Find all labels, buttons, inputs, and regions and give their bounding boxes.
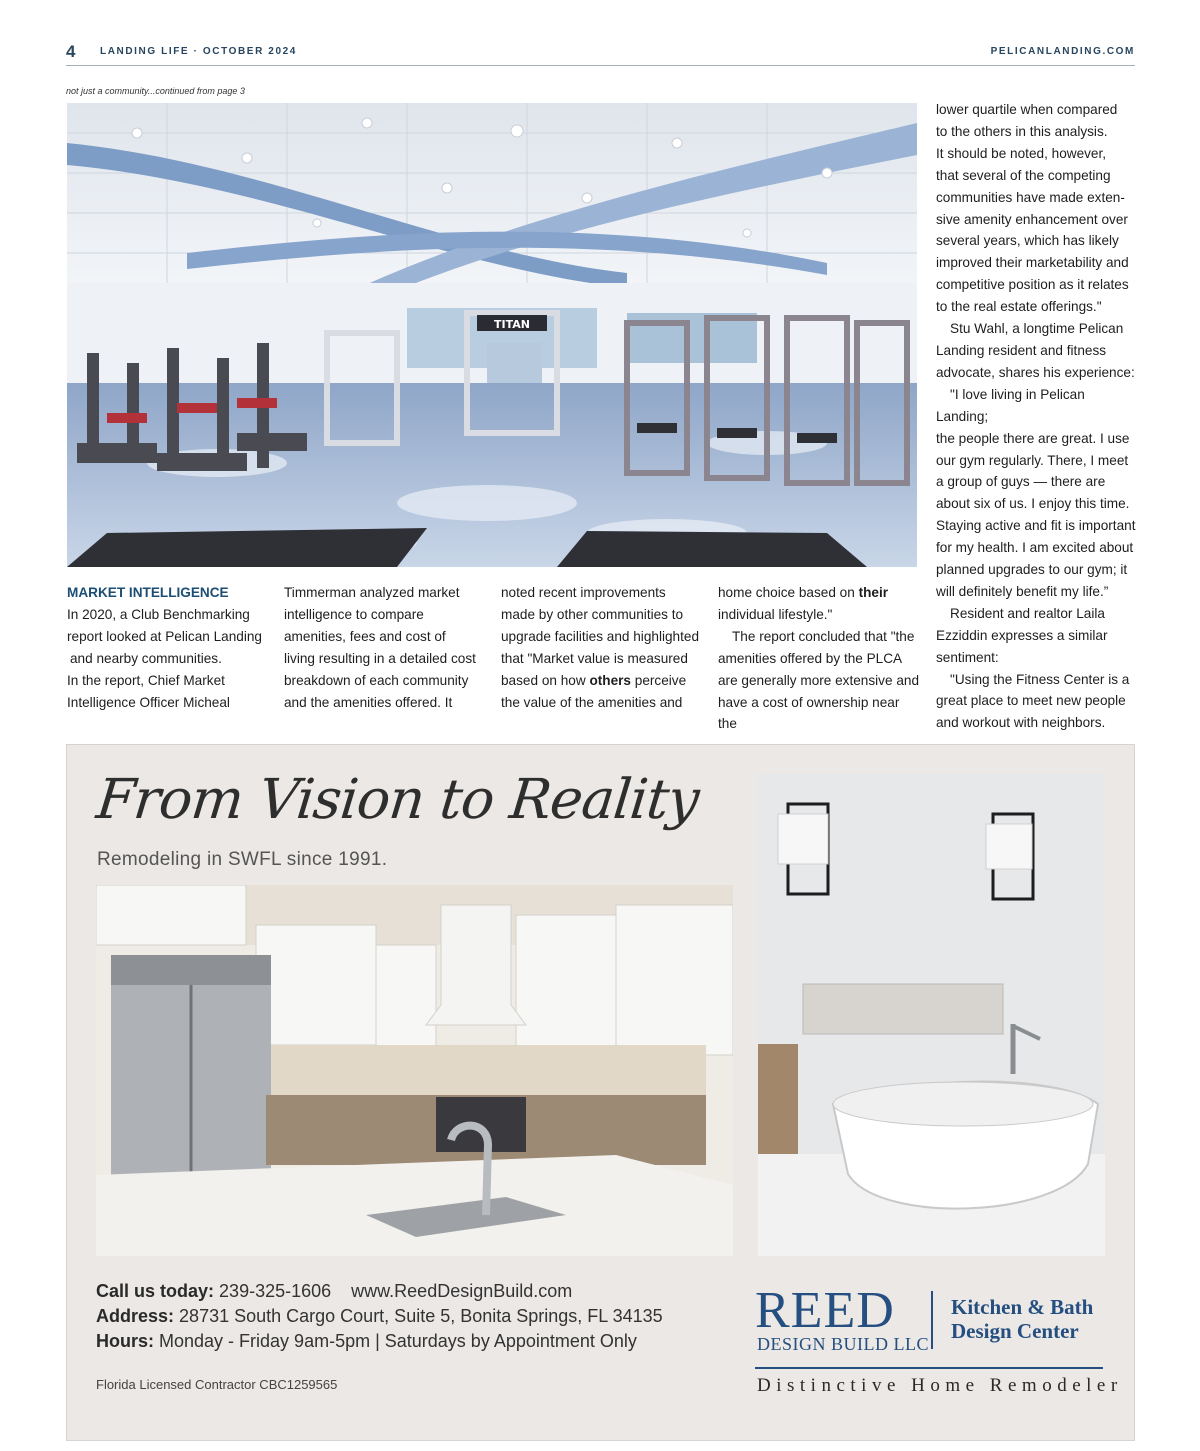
- article-line: [718, 582, 920, 604]
- article-line: individual lifestyle.": [718, 606, 833, 622]
- article-line: Intelligence Officer Micheal: [67, 694, 230, 710]
- article-line: that "Market value is measured: [501, 650, 688, 666]
- gym-photo: [67, 103, 917, 567]
- logo-tagline: Distinctive Home Remodeler: [757, 1375, 1123, 1396]
- logo-name: REED: [755, 1282, 895, 1339]
- contact-hours-line: [96, 1331, 637, 1352]
- article-line: intelligence to compare: [284, 606, 424, 622]
- article-line: noted recent improvements: [501, 585, 666, 600]
- article-line: Timmerman analyzed market: [284, 585, 460, 600]
- article-text: home choice based on: [718, 585, 859, 600]
- hours: Monday - Friday 9am-5pm | Saturdays by Appointment Only: [159, 1331, 637, 1351]
- article-text: perceive: [630, 672, 687, 688]
- article-line: are generally more extensive and: [718, 672, 919, 688]
- article-line: Landing resident and fitness: [936, 342, 1107, 358]
- article-line: Resident and realtor Laila: [950, 605, 1105, 621]
- article-line: Staying active and fit is important: [936, 518, 1136, 534]
- article-line: for my health. I am excited about: [936, 540, 1134, 556]
- article-line: amenities offered by the PLCA: [718, 650, 903, 666]
- article-line: have a cost of ownership near the: [718, 694, 900, 732]
- article-line: breakdown of each community: [284, 672, 469, 688]
- reed-logo: [755, 1282, 1123, 1425]
- article-line: planned upgrades to our gym; it: [936, 562, 1128, 578]
- continued-note: not just a community...continued from page 3: [66, 86, 245, 96]
- article-line: Stu Wahl, a longtime Pelican: [950, 321, 1124, 337]
- logo-rule: [755, 1367, 1103, 1369]
- hours-label: Hours:: [96, 1331, 154, 1351]
- page-number: 4: [66, 42, 76, 61]
- contact-phone-line: [96, 1281, 572, 1302]
- issue-title: LANDING LIFE · OCTOBER 2024: [100, 46, 297, 57]
- phone-number[interactable]: 239-325-1606: [219, 1281, 332, 1301]
- article-line: to the real estate offerings.": [936, 299, 1102, 315]
- article-line: lower quartile when compared: [936, 102, 1118, 117]
- article-line: our gym regularly. There, I meet: [936, 452, 1129, 468]
- article-line: the people there are great. I use: [936, 430, 1130, 446]
- article-line: and workout with neighbors.: [936, 715, 1106, 731]
- article-line: competitive position as it relates: [936, 277, 1129, 293]
- article-line: sive amenity enhancement over: [936, 211, 1128, 227]
- call-label: Call us today:: [96, 1281, 215, 1301]
- article-column-1: [67, 582, 269, 713]
- logo-divider: [931, 1291, 933, 1349]
- article-line: report looked at Pelican Landing: [67, 628, 262, 644]
- article-line: communities have made exten-: [936, 189, 1125, 205]
- article-line: The report concluded that "the: [732, 628, 915, 644]
- article-column-4: [718, 582, 920, 735]
- article-line: that several of the competing: [936, 167, 1111, 183]
- article-line: the value of the amenities and: [501, 694, 683, 710]
- emphasis-text: their: [858, 585, 889, 600]
- article-text: based on how: [501, 672, 590, 688]
- article-line: "Using the Fitness Center is a: [950, 671, 1130, 687]
- license-text: Florida Licensed Contractor CBC1259565: [96, 1377, 338, 1392]
- logo-kitchen-bath: Kitchen & Bath: [951, 1295, 1094, 1319]
- article-line: advocate, shares his experience:: [936, 364, 1135, 380]
- article-line: [501, 670, 703, 692]
- article-line: made by other communities to: [501, 606, 684, 622]
- logo-subname: DESIGN BUILD LLC: [757, 1334, 929, 1354]
- bathroom-photo: [758, 774, 1105, 1256]
- article-column-2: [284, 582, 486, 713]
- article-line: Ezziddin expresses a similar: [936, 627, 1108, 643]
- article-line: to the others in this analysis.: [936, 123, 1108, 139]
- contact-address-line: [96, 1306, 663, 1327]
- advertisement: [66, 744, 1135, 1441]
- article-line: amenities, fees and cost of: [284, 628, 446, 644]
- header-rule: [66, 65, 1135, 66]
- article-line: living resulting in a detailed cost: [284, 650, 476, 666]
- article-line: and nearby communities.: [70, 650, 222, 666]
- article-line: and the amenities offered. It: [284, 694, 453, 710]
- article-line: a group of guys — there are: [936, 474, 1106, 490]
- ad-subheadline: Remodeling in SWFL since 1991.: [97, 849, 388, 870]
- article-line: In 2020, a Club Benchmarking: [67, 606, 250, 622]
- section-heading: MARKET INTELLIGENCE: [67, 585, 229, 600]
- article-line: improved their marketability and: [936, 255, 1129, 271]
- article-line: It should be noted, however,: [936, 145, 1107, 161]
- gym-sign-text: TITAN: [494, 318, 530, 331]
- article-line: several years, which has likely: [936, 233, 1119, 249]
- logo-design-center: Design Center: [951, 1319, 1079, 1343]
- article-line: In the report, Chief Market: [67, 672, 225, 688]
- article-line: great place to meet new people: [936, 693, 1126, 709]
- article-line: will definitely benefit my life.”: [936, 583, 1109, 599]
- article-line: upgrade facilities and highlighted: [501, 628, 700, 644]
- site-url[interactable]: PELICANLANDING.COM: [990, 46, 1135, 57]
- website-link[interactable]: www.ReedDesignBuild.com: [351, 1281, 573, 1301]
- article-line: sentiment:: [936, 649, 999, 665]
- article-line: about six of us. I enjoy this time.: [936, 496, 1130, 512]
- ad-headline: From Vision to Reality: [93, 767, 702, 831]
- article-column-5: [936, 99, 1136, 734]
- emphasis-text: others: [589, 672, 631, 688]
- address: 28731 South Cargo Court, Suite 5, Bonita Springs, FL 34135: [179, 1306, 663, 1326]
- article-column-3: [501, 582, 703, 713]
- address-label: Address:: [96, 1306, 175, 1326]
- kitchen-photo: [96, 885, 733, 1256]
- article-line: "I love living in Pelican Landing;: [936, 386, 1085, 424]
